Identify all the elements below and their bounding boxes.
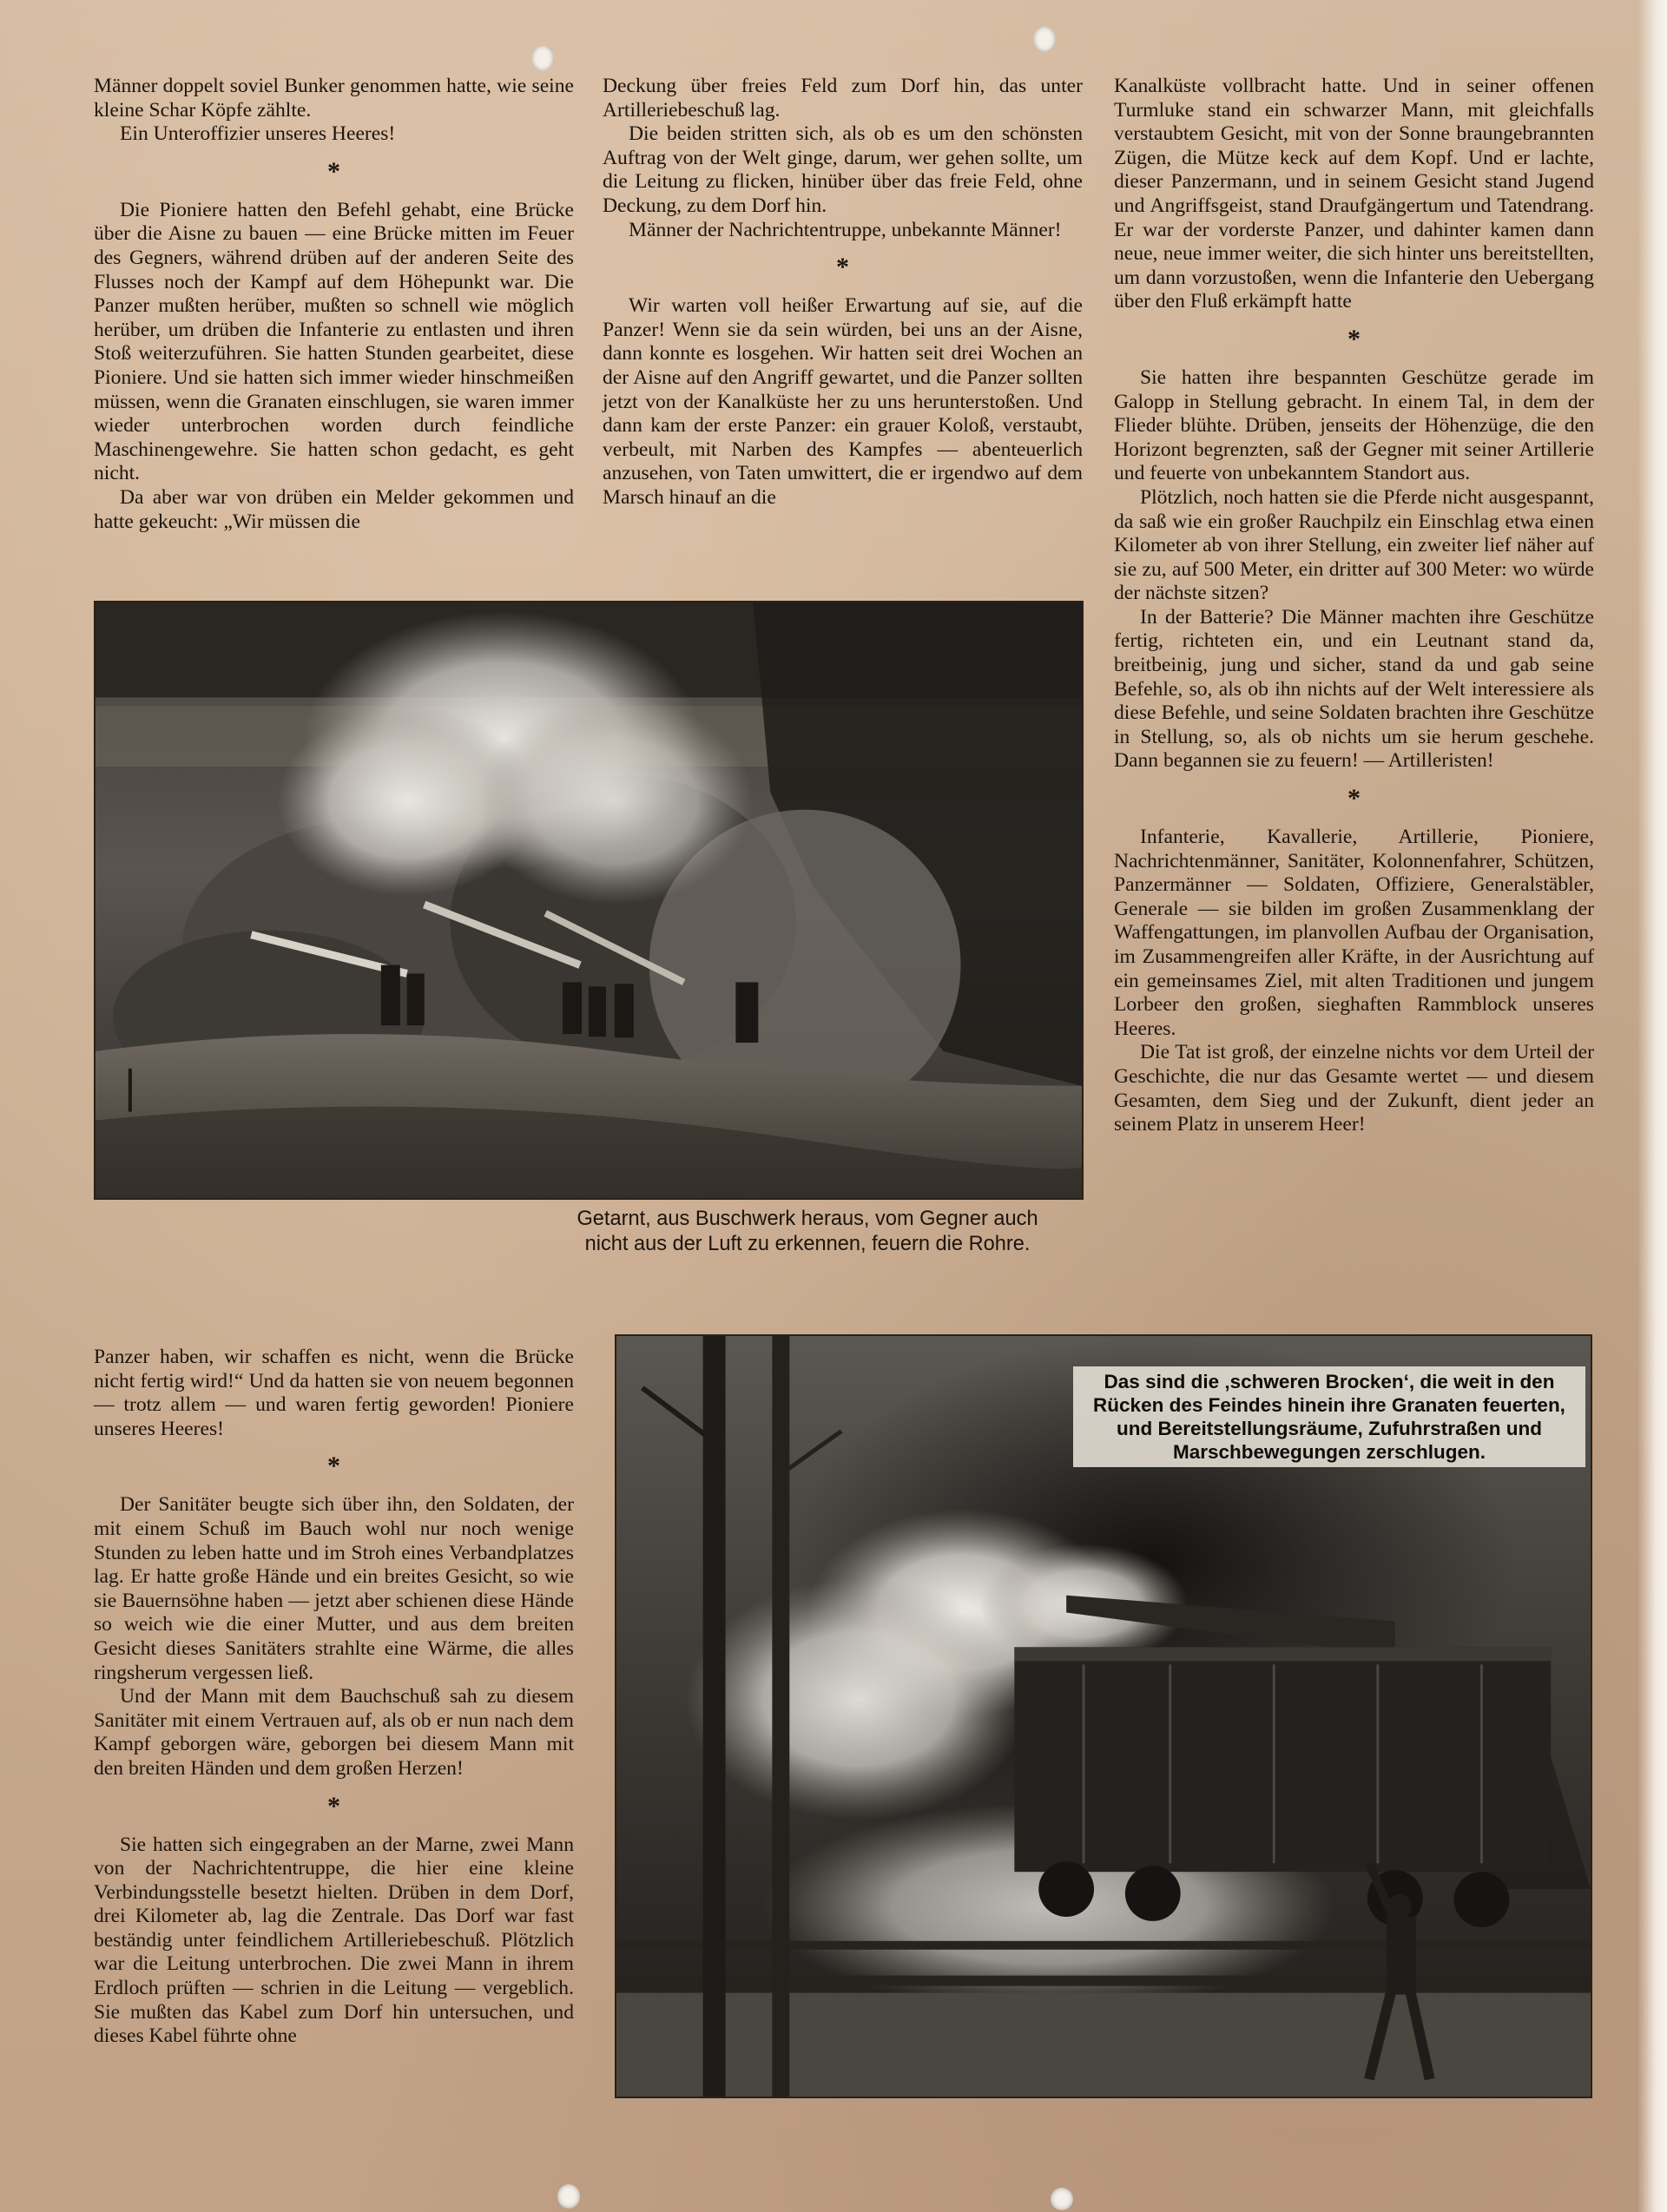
paragraph: Die beiden stritten sich, als ob es um den schönsten Auftrag von der Welt ginge, darum, wer gehen sollte, um die Leitung zu flicken, hinüber über das freie Feld, ohne Deckung, zu dem Dorf hin. (603, 122, 1083, 217)
photo-2-caption: Das sind die ‚schweren Brocken‘, die weit in den Rücken des Feindes hinein ihre Granaten feuerten, und Bereitstellungsräume, Zufuhrstraßen und Marschbewegungen zerschlugen. (1073, 1366, 1585, 1467)
artillery-in-bushes-photo (94, 601, 1084, 1200)
section-separator: * (327, 1452, 340, 1481)
paragraph: Ein Unteroffizier unseres Heeres! (120, 122, 396, 146)
paragraph: Panzer haben, wir schaffen es nicht, wenn die Brücke nicht fertig wird!“ Und da hatten sie von neuem begonnen — trotz allem — und waren fertig geworden! Pioniere unseres Heeres! (94, 1346, 574, 1440)
paragraph: Die Tat ist groß, der einzelne nichts vor dem Urteil der Geschichte, die nur das Gesamte wertet — und diesem Gesamten, dem Sieg und der Zukunft, dient jeder an seinem Platz in unserem Heer! (1114, 1041, 1594, 1136)
paragraph: In der Batterie? Die Männer machten ihre Geschütze fertig, richteten ein, und ein Leutnant stand da, breitbeinig, jung und sicher, stand da und gab seine Befehle, so, als ob ihn nichts auf der Welt interessiere als diese Befehle, und seine Soldaten brachten ihre Geschütze in Stellung, so, als ob nichts um sie herum geschehe. Dann begannen sie zu feuern! — Artilleristen! (1114, 605, 1594, 773)
paragraph: Kanalküste vollbracht hatte. Und in seiner offenen Turmluke stand ein schwarzer Mann, mit gleichfalls verstaubtem Gesicht, mit von der Sonne braungebrannten Zügen, die Mütze keck auf dem Kopf. Und er lachte, dieser Panzermann, und in seinem Gesicht stand Jugend und Angriffsgeist, stand Draufgängertum und Tatendrang. Er war der vorderste Panzer, und dahinter kamen dann neue, neue immer weiter, die sich hinter uns bereitstellten, um dann vorzustoßen, wenn die Infanterie den Uebergang über den Fluß erkämpft hatte (1114, 75, 1594, 313)
paragraph: Sie hatten sich eingegraben an der Marne, zwei Mann von der Nachrichtentruppe, die hier eine kleine Verbindungsstelle besetzt hielten. Drüben in dem Dorf, drei Kilometer ab, lag die Zentrale. Das Dorf war fast beständig unter feindlichem Artilleriebeschuß. Plötzlich war die Leitung unterbrochen. Die zwei Mann in ihrem Erdloch prüften — schrien in die Leitung — vergeblich. Sie mußten das Kabel zum Dorf hin untersuchen, und dieses Kabel führte ohne (94, 1833, 574, 2048)
paragraph: Der Sanitäter beugte sich über ihn, den Soldaten, der mit einem Schuß im Bauch wohl nur noch wenige Stunden zu leben hatte und im Stroh eines Verbandplatzes lag. Er hatte große Hände und ein breites Gesicht, so wie sie Bauernsöhne haben — jetzt aber schienen diese Hände so weich wie die einer Mutter, und aus dem breiten Gesicht dieses Sanitäters strahlte eine Wärme, die alles ringsherum vergessen ließ. (94, 1493, 574, 1684)
paragraph: Infanterie, Kavallerie, Artillerie, Pioniere, Nachrichtenmänner, Sanitäter, Kolonnenfahrer, Schützen, Panzermänner — Soldaten, Offiziere, Generalstäbler, Generale — sie bilden im großen Zusammenklang der Waffengattungen, im planvollen Aufbau der Organisation, im Zusammengreifen aller Kräfte, in der Ausrichtung auf ein gemeinsames Ziel, mit alten Traditionen und jungem Lorbeer den großen, sieghaften Rammblock unseres Heeres. (1114, 826, 1594, 1040)
column-1-top (94, 75, 574, 534)
photo-1-caption: Getarnt, aus Buschwerk heraus, vom Gegner auch nicht aus der Luft zu erkennen, feuern die Rohre. (577, 1208, 1038, 1255)
paragraph: Männer doppelt soviel Bunker genommen hatte, wie seine kleine Schar Köpfe zählte. (94, 75, 574, 122)
section-separator: * (327, 1791, 340, 1820)
punch-hole-top-right (1033, 26, 1056, 52)
paragraph: Sie hatten ihre bespannten Geschütze gerade im Galopp in Stellung gebracht. In einem Tal, in dem der Flieder blühte. Drüben, jenseits der Höhenzüge, die den Horizont begrenzten, saß der Gegner mit seiner Artillerie und feuerte von unbekanntem Standort aus. (1114, 365, 1594, 485)
column-3 (1114, 75, 1594, 1137)
paragraph: Und der Mann mit dem Bauchschuß sah zu diesem Sanitäter mit einem Vertrauen auf, als ob er nun nach dem Kampf geborgen wäre, geborgen bei diesem Mann mit den breiten Händen und dem großen Herzen! (94, 1685, 574, 1780)
page-edge (1637, 0, 1667, 2212)
section-separator: * (327, 156, 340, 186)
section-separator: * (836, 253, 849, 282)
punch-hole-bottom-left (557, 2184, 580, 2209)
paragraph: Die Pioniere hatten den Befehl gehabt, eine Brücke über die Aisne zu bauen — eine Brücke mitten im Feuer des Gegners, während drüben auf der anderen Seite des Flusses noch der Kampf auf dem Höhepunkt war. Die Panzer mußten herüber, mußten so schnell wie möglich herüber, um drüben die Infanterie zu entlasten und ihren Stoß weiterzuführen. Sie hatten Stunden gearbeitet, diese Pioniere. Und sie hatten sich immer wieder hinschmeißen müssen, wenn die Granaten einschlugen, sie waren immer wieder unterbrochen worden durch feindliche Maschinengewehre. Sie hatten schon gedacht, es geht nicht. (94, 198, 574, 485)
paragraph: Wir warten voll heißer Erwartung auf sie, auf die Panzer! Wenn sie da sein würden, bei uns an der Aisne, dann konnte es losgehen. Wir hatten seit drei Wochen an der Aisne auf den Angriff gewartet, und die Panzer sollten jetzt von der Kanalküste her zu uns herunterstoßen. Und dann kam der erste Panzer: ein grauer Koloß, verstaubt, verbeult, mit Narben des Kampfes — abenteuerlich anzusehen, von Taten umwittert, die er irgendwo auf dem Marsch hinauf an die (603, 294, 1083, 509)
column-2-top (603, 75, 1083, 510)
paragraph: Deckung über freies Feld zum Dorf hin, das unter Artilleriebeschuß lag. (603, 75, 1083, 122)
paragraph: Da aber war von drüben ein Melder gekommen und hatte gekeucht: „Wir müssen die (94, 485, 574, 533)
punch-hole-bottom-right (1051, 2188, 1073, 2210)
section-separator: * (1347, 324, 1361, 353)
section-separator: * (1347, 784, 1361, 813)
column-1-bottom (94, 1346, 574, 2049)
punch-hole-top-left (531, 45, 554, 71)
paragraph: Plötzlich, noch hatten sie die Pferde nicht ausgespannt, da saß wie ein großer Rauchpilz ein Einschlag etwa einen Kilometer ab von ihrer Stellung, ein zweiter lief näher auf sie zu, auf 500 Meter, ein dritter auf 300 Meter: wo würde der nächste sitzen? (1114, 485, 1594, 605)
paragraph: Männer der Nachrichtentruppe, unbekannte Männer! (629, 218, 1062, 241)
